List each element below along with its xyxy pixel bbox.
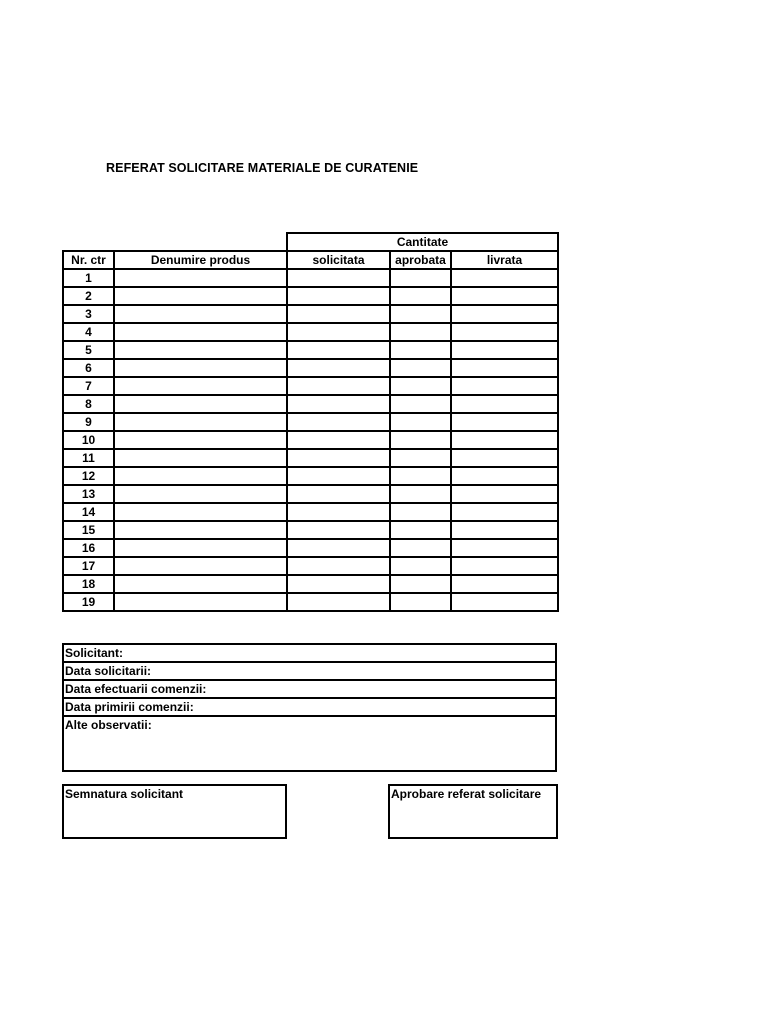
row-number-cell: 9 xyxy=(63,413,114,431)
data-solicitarii-field[interactable]: Data solicitarii: xyxy=(64,663,555,681)
solicitata-cell[interactable] xyxy=(287,539,390,557)
livrata-cell[interactable] xyxy=(451,575,558,593)
aprobata-cell[interactable] xyxy=(390,467,451,485)
aprobata-cell[interactable] xyxy=(390,521,451,539)
table-row xyxy=(63,305,558,323)
denumire-produs-cell[interactable] xyxy=(114,269,287,287)
table-row xyxy=(63,395,558,413)
cantitate-group-header: Cantitate xyxy=(287,233,558,251)
denumire-produs-cell[interactable] xyxy=(114,305,287,323)
row-number-cell: 1 xyxy=(63,269,114,287)
header-solicitata: solicitata xyxy=(287,251,390,269)
table-row xyxy=(63,521,558,539)
materials-table xyxy=(62,232,559,612)
denumire-produs-cell[interactable] xyxy=(114,341,287,359)
row-number-cell: 15 xyxy=(63,521,114,539)
aprobata-cell[interactable] xyxy=(390,593,451,611)
denumire-produs-cell[interactable] xyxy=(114,323,287,341)
denumire-produs-cell[interactable] xyxy=(114,395,287,413)
denumire-produs-cell[interactable] xyxy=(114,287,287,305)
livrata-cell[interactable] xyxy=(451,449,558,467)
solicitata-cell[interactable] xyxy=(287,395,390,413)
aprobata-cell[interactable] xyxy=(390,359,451,377)
row-number-cell: 8 xyxy=(63,395,114,413)
row-number-cell: 12 xyxy=(63,467,114,485)
table-row xyxy=(63,467,558,485)
livrata-cell[interactable] xyxy=(451,359,558,377)
row-number-cell: 14 xyxy=(63,503,114,521)
row-number-cell: 6 xyxy=(63,359,114,377)
denumire-produs-cell[interactable] xyxy=(114,359,287,377)
solicitata-cell[interactable] xyxy=(287,467,390,485)
aprobare-referat-box[interactable]: Aprobare referat solicitare xyxy=(388,784,558,839)
livrata-cell[interactable] xyxy=(451,431,558,449)
alte-observatii-field[interactable]: Alte observatii: xyxy=(65,718,152,732)
livrata-cell[interactable] xyxy=(451,485,558,503)
solicitata-cell[interactable] xyxy=(287,359,390,377)
denumire-produs-cell[interactable] xyxy=(114,485,287,503)
livrata-cell[interactable] xyxy=(451,377,558,395)
denumire-produs-cell[interactable] xyxy=(114,575,287,593)
livrata-cell[interactable] xyxy=(451,323,558,341)
livrata-cell[interactable] xyxy=(451,305,558,323)
semnatura-solicitant-box[interactable]: Semnatura solicitant xyxy=(62,784,287,839)
document-title: REFERAT SOLICITARE MATERIALE DE CURATENIE xyxy=(106,161,419,175)
livrata-cell[interactable] xyxy=(451,593,558,611)
row-number-cell: 19 xyxy=(63,593,114,611)
table-row xyxy=(63,503,558,521)
livrata-cell[interactable] xyxy=(451,287,558,305)
solicitata-cell[interactable] xyxy=(287,323,390,341)
table-row xyxy=(63,413,558,431)
table-row xyxy=(63,449,558,467)
livrata-cell[interactable] xyxy=(451,341,558,359)
row-number-cell: 17 xyxy=(63,557,114,575)
row-number-cell: 4 xyxy=(63,323,114,341)
row-number-cell: 3 xyxy=(63,305,114,323)
table-row xyxy=(63,359,558,377)
solicitata-cell[interactable] xyxy=(287,269,390,287)
livrata-cell[interactable] xyxy=(451,467,558,485)
denumire-produs-cell[interactable] xyxy=(114,431,287,449)
solicitata-cell[interactable] xyxy=(287,377,390,395)
data-efectuarii-field[interactable]: Data efectuarii comenzii: xyxy=(64,681,555,699)
denumire-produs-cell[interactable] xyxy=(114,557,287,575)
aprobata-cell[interactable] xyxy=(390,431,451,449)
livrata-cell[interactable] xyxy=(451,557,558,575)
table-row xyxy=(63,557,558,575)
aprobata-cell[interactable] xyxy=(390,287,451,305)
table-row xyxy=(63,287,558,305)
denumire-produs-cell[interactable] xyxy=(114,503,287,521)
table-row xyxy=(63,341,558,359)
solicitata-cell[interactable] xyxy=(287,431,390,449)
solicitata-cell[interactable] xyxy=(287,341,390,359)
table-row xyxy=(63,539,558,557)
solicitata-cell[interactable] xyxy=(287,305,390,323)
denumire-produs-cell[interactable] xyxy=(114,449,287,467)
livrata-cell[interactable] xyxy=(451,395,558,413)
row-number-cell: 5 xyxy=(63,341,114,359)
livrata-cell[interactable] xyxy=(451,269,558,287)
materials-table-body xyxy=(63,233,558,611)
aprobata-cell[interactable] xyxy=(390,575,451,593)
livrata-cell[interactable] xyxy=(451,539,558,557)
empty-header-cell xyxy=(63,233,114,251)
header-aprobata: aprobata xyxy=(390,251,451,269)
empty-header-cell xyxy=(114,233,287,251)
livrata-cell[interactable] xyxy=(451,521,558,539)
data-primirii-field[interactable]: Data primirii comenzii: xyxy=(64,699,555,717)
denumire-produs-cell[interactable] xyxy=(114,521,287,539)
aprobata-cell[interactable] xyxy=(390,539,451,557)
aprobata-cell[interactable] xyxy=(390,323,451,341)
request-info-box xyxy=(62,643,557,772)
header-denumire-produs: Denumire produs xyxy=(114,251,287,269)
solicitata-cell[interactable] xyxy=(287,521,390,539)
aprobata-cell[interactable] xyxy=(390,449,451,467)
row-number-cell: 18 xyxy=(63,575,114,593)
table-row xyxy=(63,485,558,503)
row-number-cell: 13 xyxy=(63,485,114,503)
table-row xyxy=(63,593,558,611)
denumire-produs-cell[interactable] xyxy=(114,539,287,557)
table-row xyxy=(63,323,558,341)
denumire-produs-cell[interactable] xyxy=(114,467,287,485)
table-row xyxy=(63,575,558,593)
aprobata-cell[interactable] xyxy=(390,413,451,431)
solicitata-cell[interactable] xyxy=(287,575,390,593)
row-number-cell: 16 xyxy=(63,539,114,557)
aprobata-cell[interactable] xyxy=(390,395,451,413)
row-number-cell: 11 xyxy=(63,449,114,467)
aprobata-cell[interactable] xyxy=(390,269,451,287)
header-row-group xyxy=(63,233,558,251)
table-row xyxy=(63,431,558,449)
solicitata-cell[interactable] xyxy=(287,413,390,431)
solicitata-cell[interactable] xyxy=(287,503,390,521)
solicitata-cell[interactable] xyxy=(287,449,390,467)
solicitata-cell[interactable] xyxy=(287,485,390,503)
denumire-produs-cell[interactable] xyxy=(114,413,287,431)
solicitata-cell[interactable] xyxy=(287,593,390,611)
solicitata-cell[interactable] xyxy=(287,557,390,575)
header-nr-ctr: Nr. ctr xyxy=(63,251,114,269)
solicitant-field[interactable]: Solicitant: xyxy=(64,645,555,663)
solicitata-cell[interactable] xyxy=(287,287,390,305)
denumire-produs-cell[interactable] xyxy=(114,593,287,611)
aprobata-cell[interactable] xyxy=(390,305,451,323)
denumire-produs-cell[interactable] xyxy=(114,377,287,395)
aprobata-cell[interactable] xyxy=(390,485,451,503)
row-number-cell: 10 xyxy=(63,431,114,449)
row-number-cell: 2 xyxy=(63,287,114,305)
header-row xyxy=(63,251,558,269)
header-livrata: livrata xyxy=(451,251,558,269)
livrata-cell[interactable] xyxy=(451,413,558,431)
aprobata-cell[interactable] xyxy=(390,341,451,359)
table-row xyxy=(63,377,558,395)
aprobata-cell[interactable] xyxy=(390,503,451,521)
table-row xyxy=(63,269,558,287)
aprobata-cell[interactable] xyxy=(390,557,451,575)
livrata-cell[interactable] xyxy=(451,503,558,521)
row-number-cell: 7 xyxy=(63,377,114,395)
aprobata-cell[interactable] xyxy=(390,377,451,395)
